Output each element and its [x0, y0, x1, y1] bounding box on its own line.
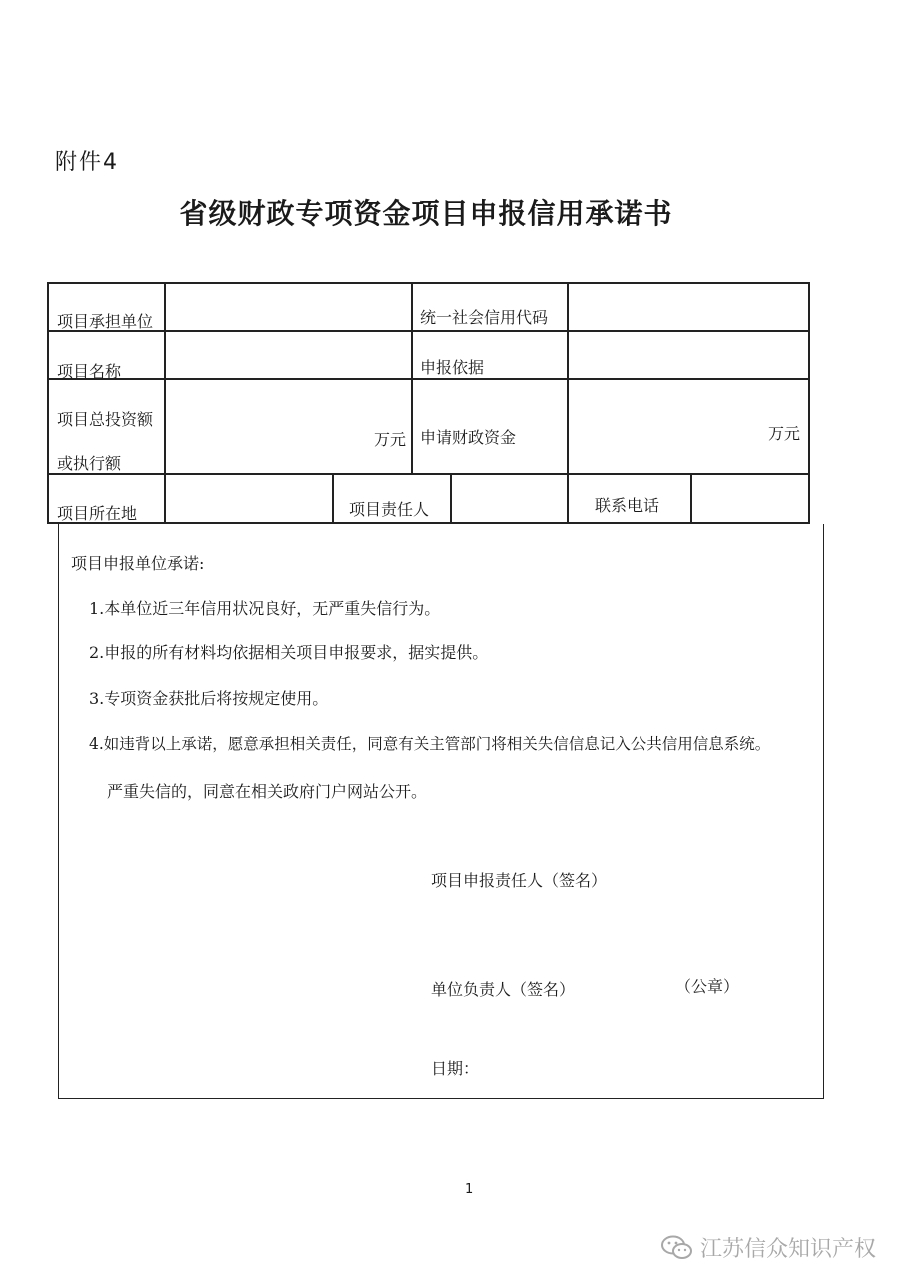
- wechat-icon: [660, 1234, 694, 1262]
- table-col-divider: [164, 282, 166, 524]
- pledge-heading: 项目申报单位承诺:: [71, 554, 205, 573]
- funding-label: 申请财政资金: [420, 428, 517, 447]
- date-label: 日期：: [431, 1059, 480, 1078]
- page-title: 省级财政专项资金项目申报信用承诺书: [179, 197, 673, 230]
- table-row-divider: [47, 473, 809, 475]
- location-label: 项目所在地: [57, 504, 138, 523]
- table-col-divider: [332, 473, 334, 524]
- pledge-item: 4.如违背以上承诺，愿意承担相关责任，同意有关主管部门将相关失信信息记入公共信用信息系统。: [89, 735, 771, 753]
- pledge-item: 2.申报的所有材料均依据相关项目申报要求，据实提供。: [89, 643, 489, 662]
- table-row-divider: [47, 330, 809, 332]
- signer-signature-label: 项目申报责任人（签名）: [431, 871, 608, 890]
- project-name-label: 项目名称: [57, 362, 122, 381]
- table-col-divider: [567, 282, 569, 524]
- table-col-divider: [690, 473, 692, 524]
- basis-label: 申报依据: [420, 358, 485, 377]
- unit-head-signature-label: 单位负责人（签名）: [431, 980, 576, 999]
- pledge-item: 1.本单位近三年信用状况良好，无严重失信行为。: [89, 599, 441, 618]
- responsible-label: 项目责任人: [349, 500, 430, 519]
- phone-label: 联系电话: [595, 496, 660, 515]
- attachment-label: 附件4: [55, 150, 119, 175]
- investment-unit: 万元: [374, 430, 407, 449]
- page-number: 1: [465, 1182, 474, 1197]
- pledge-item: 3.专项资金获批后将按规定使用。: [89, 689, 329, 708]
- table-border-left: [47, 282, 49, 524]
- investment-label-line1: 项目总投资额: [57, 410, 154, 429]
- table-col-divider: [450, 473, 452, 524]
- table-row-divider: [47, 378, 809, 380]
- table-col-divider: [411, 282, 413, 474]
- pledge-section: [58, 524, 824, 1099]
- investment-label-line2: 或执行额: [57, 454, 122, 473]
- table-border-top: [47, 282, 809, 284]
- funding-unit: 万元: [768, 424, 801, 443]
- application-form-table: [47, 282, 809, 524]
- watermark: [660, 1232, 876, 1263]
- credit-code-label: 统一社会信用代码: [420, 308, 549, 327]
- pledge-item-continued: 严重失信的，同意在相关政府门户网站公开。: [107, 782, 428, 801]
- unit-label: 项目承担单位: [57, 312, 154, 331]
- table-border-right: [808, 282, 810, 524]
- official-seal-label: （公章）: [675, 977, 740, 996]
- watermark-text: 江苏信众知识产权: [700, 1237, 877, 1262]
